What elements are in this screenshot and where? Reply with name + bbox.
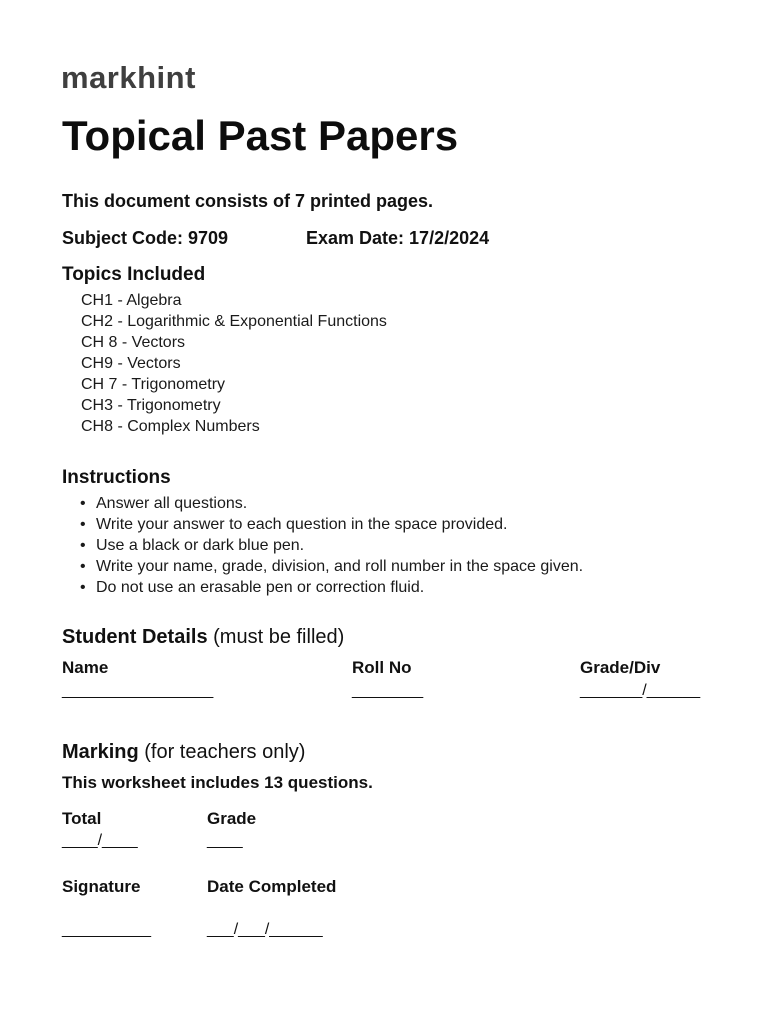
instruction-item: • Do not use an erasable pen or correction fluid. [78,577,583,598]
instruction-item: • Answer all questions. [78,493,583,514]
topics-list [81,290,387,437]
date-completed-field[interactable]: ___/___/______ [207,921,323,938]
date-completed-label: Date Completed [207,877,337,896]
marking-note: (for teachers only) [144,741,306,763]
topics-heading: Topics Included [62,264,206,285]
name-field[interactable]: _________________ [62,682,214,699]
marking-title: Marking [62,741,139,763]
instruction-item: • Write your name, grade, division, and roll number in the space given. [78,556,583,577]
subject-code: Subject Code: 9709 [62,228,229,248]
topic-item: CH8 - Complex Numbers [81,418,260,435]
topic-item: CH9 - Vectors [81,355,181,372]
page-title: Topical Past Papers [62,112,459,159]
grade-field[interactable]: ____ [207,832,243,849]
pages-line: This document consists of 7 printed pages. [62,191,434,211]
topic-item: CH 7 - Trigonometry [81,376,226,393]
exam-date: Exam Date: 17/2/2024 [306,228,490,248]
topic-item: CH1 - Algebra [81,292,182,309]
instructions-heading: Instructions [62,467,171,488]
instructions-list [78,493,583,598]
student-details-heading [62,626,344,649]
student-details-title: Student Details [62,626,208,648]
question-count: This worksheet includes 13 questions. [62,773,373,792]
instruction-item: • Use a black or dark blue pen. [78,535,583,556]
topic-item: CH 8 - Vectors [81,334,186,351]
student-details-note: (must be filled) [213,626,345,648]
topic-item: CH3 - Trigonometry [81,397,221,414]
signature-label: Signature [62,877,141,896]
total-field[interactable]: ____/____ [62,832,138,849]
grade-div-label: Grade/Div [580,658,661,677]
roll-no-field[interactable]: ________ [352,682,424,699]
marking-heading [62,741,305,764]
grade-label: Grade [207,809,257,828]
name-label: Name [62,658,109,677]
roll-no-label: Roll No [352,658,412,677]
total-label: Total [62,809,102,828]
instruction-item: • Write your answer to each question in the space provided. [78,514,583,535]
markhint-logo: markhint [61,60,196,95]
signature-field[interactable]: __________ [62,921,151,938]
topic-item: CH2 - Logarithmic & Exponential Functions [81,313,387,330]
grade-div-field[interactable]: _______/______ [580,682,701,699]
